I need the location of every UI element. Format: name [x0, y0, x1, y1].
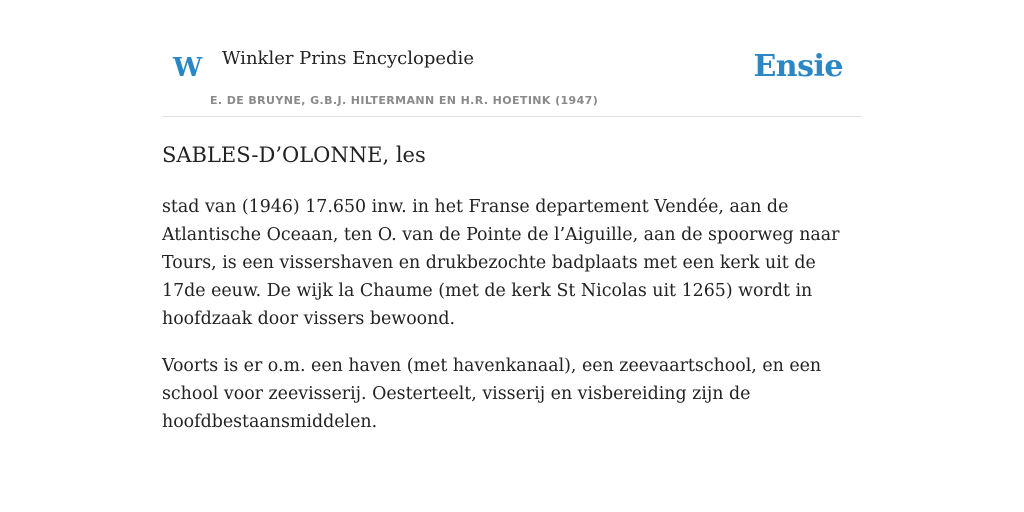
entry-title: SABLES-D’OLONNE, les: [162, 143, 426, 167]
article-paragraph: stad van (1946) 17.650 inw. in het Franse departement Vendée, aan de Atlantische Oceaan, ten O. van de Pointe de l’Aiguille, aan de spoorweg naar Tours, is een vissershaven en drukbezochte badplaats met een kerk uit de 17de eeuw. De wijk la Chaume (met de kerk St Nicolas uit 1265) wordt in hoofdzaak door vissers bewoond.: [162, 197, 840, 329]
source-header: [162, 40, 862, 117]
article: [162, 140, 862, 436]
source-title[interactable]: Winkler Prins Encyclopedie: [222, 48, 474, 69]
ensie-logo[interactable]: Ensie: [753, 49, 843, 84]
article-paragraph: Voorts is er o.m. een haven (met havenkanaal), een zeevaartschool, en een school voor zeevisserij. Oesterteelt, visserij en visbereiding zijn de hoofdbestaansmiddelen.: [162, 356, 822, 432]
encyclopedia-logo-icon[interactable]: W: [173, 53, 203, 83]
source-authors: E. DE BRUYNE, G.B.J. HILTERMANN EN H.R. HOETINK (1947): [210, 94, 599, 107]
